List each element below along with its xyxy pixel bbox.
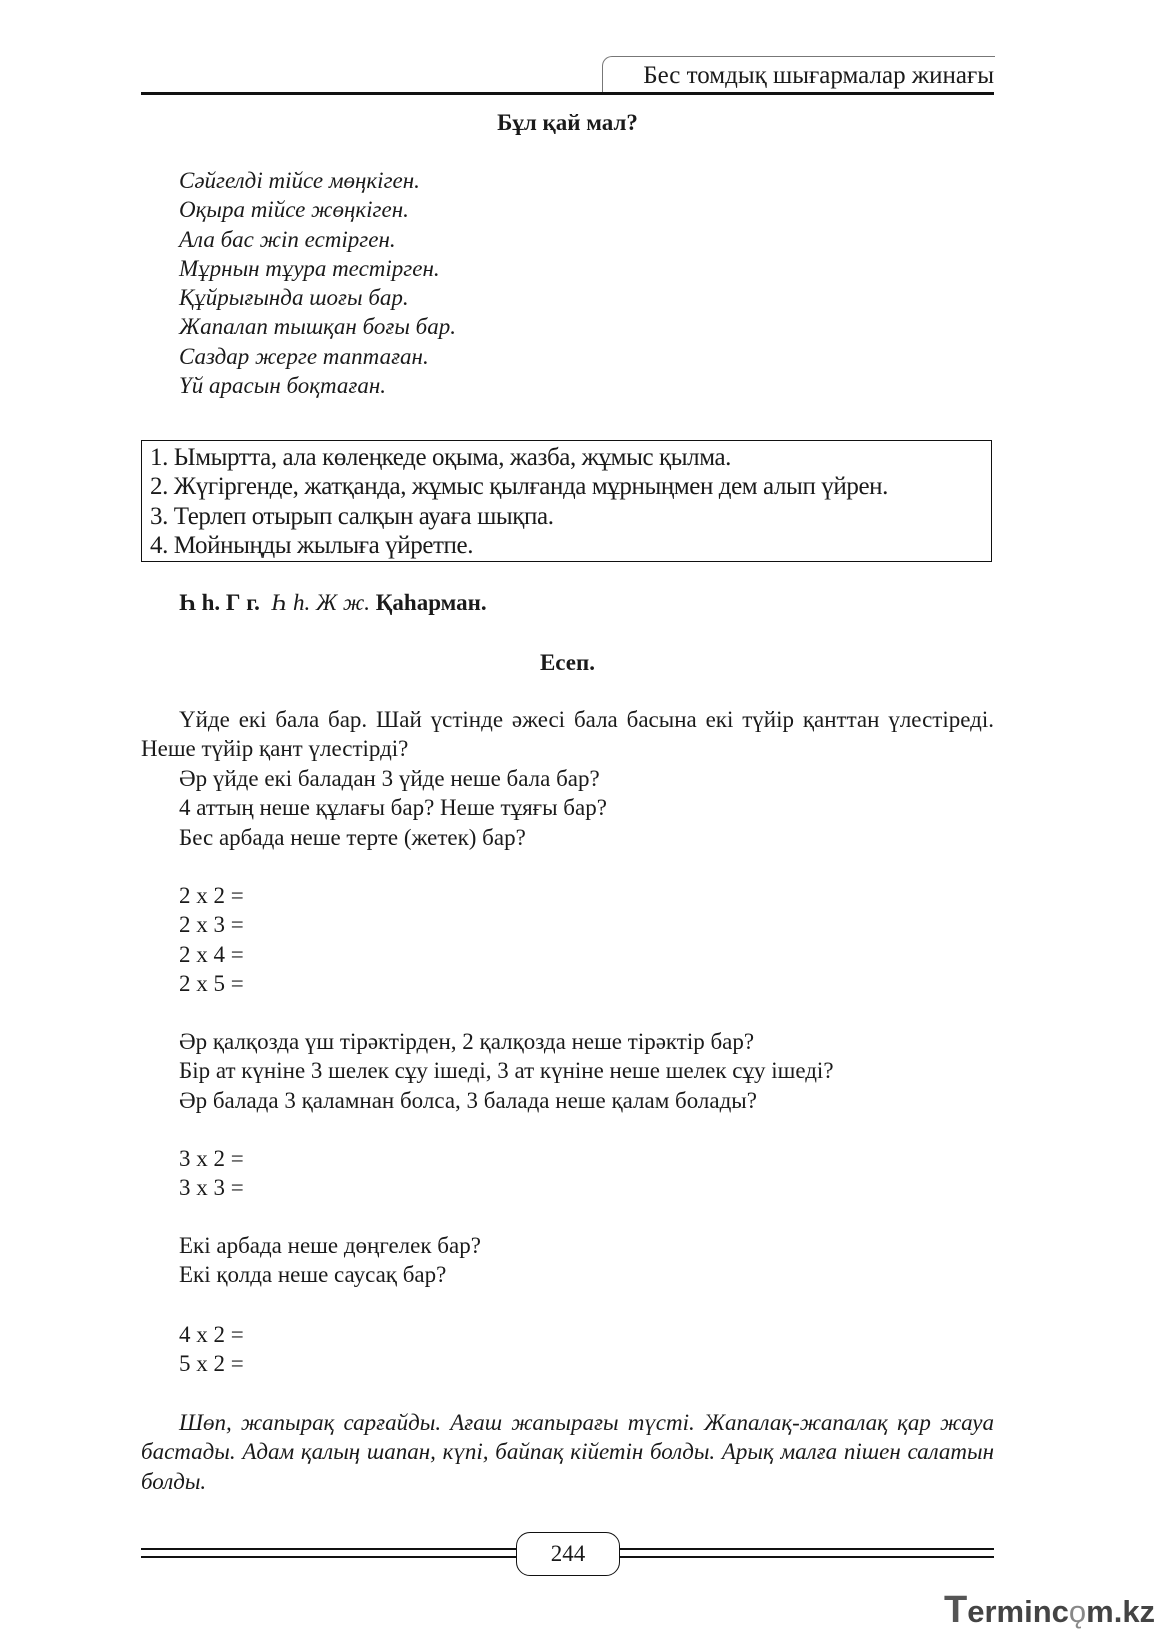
- magnifier-icon: ǫ: [1068, 1594, 1087, 1629]
- rule-item: 1. Ымыртта, ала көлеңкеде оқыма, жазба, жұмыс қылма.: [150, 444, 732, 471]
- riddle-poem: [179, 166, 456, 400]
- italic-letters: Һ һ. Ж ж.: [271, 590, 370, 615]
- footer-rule-right-bottom: [620, 1556, 994, 1558]
- alphabet-line: [179, 588, 487, 618]
- footer-rule-left-bottom: [141, 1556, 516, 1558]
- poem-line: Сәйгелді тійсе мөңкіген.: [179, 168, 420, 193]
- equations-3: [179, 1320, 244, 1379]
- question-line: Әр балада 3 қаламнан болса, 3 балада неше қалам болады?: [179, 1087, 757, 1113]
- question-line: Әр үйде екі баладан 3 үйде неше бала бар?: [179, 766, 600, 791]
- equation: 2 х 2 =: [179, 883, 244, 908]
- header-rule: [141, 92, 994, 95]
- rules-box: [141, 440, 992, 562]
- poem-line: Ала бас жіп естірген.: [179, 226, 396, 252]
- equation: 3 х 3 =: [179, 1175, 244, 1201]
- running-header: Бес томдық шығармалар жинағы: [643, 62, 994, 89]
- riddle-title: Бұл қай мал?: [497, 110, 638, 135]
- question-line: Бес арбада неше терте (жетек) бар?: [179, 824, 526, 850]
- poem-line: Мұрнын тұура тестірген.: [179, 255, 440, 281]
- rule-item: 3. Терлеп отырып салқын ауаға шықпа.: [150, 502, 554, 530]
- equation: 5 х 2 =: [179, 1351, 244, 1377]
- question-line: 4 аттың неше құлағы бар? Неше тұяғы бар?: [179, 795, 607, 821]
- esep-title: Есеп.: [539, 650, 596, 675]
- esep-questions-3: [179, 1231, 481, 1290]
- esep-questions-1: [179, 764, 607, 852]
- equations-1: [179, 881, 244, 998]
- equations-2: [179, 1144, 244, 1203]
- footer-rule-left-top: [141, 1548, 516, 1550]
- equation: 4 х 2 =: [179, 1322, 244, 1347]
- equation: 2 х 5 =: [179, 970, 244, 996]
- question-line: Әр қалқозда үш тірәктірден, 2 қалқозда неше тірәктір бар?: [179, 1029, 755, 1054]
- watermark-logo: Termincǫm.kz: [944, 1589, 1156, 1631]
- question-line: Бір ат күніне 3 шелек сұу ішеді, 3 ат күніне неше шелек сұу ішеді?: [179, 1058, 834, 1084]
- poem-line: Жапалап тышқан боғы бар.: [179, 314, 456, 340]
- equation: 2 х 3 =: [179, 912, 244, 938]
- footer-rule-right-top: [620, 1548, 994, 1550]
- question-line: Екі арбада неше дөңгелек бар?: [179, 1233, 481, 1258]
- poem-line: Оқыра тійсе жөңкіген.: [179, 197, 409, 223]
- equation: 3 х 2 =: [179, 1146, 244, 1171]
- bold-letters: Һ һ. Г г.: [179, 590, 260, 615]
- closing-paragraph: Шөп, жапырақ сарғайды. Ағаш жапырағы түсті. Жапалақ-жапалақ қар жауа бастады. Адам қалың шапан, күпі, байпақ кійетін болды. Арық малға пішен салатын болды.: [141, 1410, 994, 1494]
- question-line: Екі қолда неше саусақ бар?: [179, 1262, 447, 1288]
- equation: 2 х 4 =: [179, 941, 244, 967]
- esep-intro: Үйде екі бала бар. Шай үстінде әжесі бала басына екі түйір қанттан үлестіреді. Неше түйір қант үлестірді?: [141, 707, 994, 762]
- rule-item: 4. Мойныңды жылыға үйретпе.: [150, 531, 474, 559]
- alphabet-word: Қаһарман.: [375, 590, 487, 615]
- poem-line: Құйрығында шоғы бар.: [179, 285, 409, 311]
- page-number: 244: [516, 1532, 620, 1576]
- esep-questions-2: [179, 1027, 834, 1115]
- poem-line: Үй арасын боқтаған.: [179, 373, 387, 399]
- rule-item: 2. Жүгіргенде, жатқанда, жұмыс қылғанда мұрныңмен дем алып үйрен.: [150, 473, 888, 501]
- poem-line: Саздар жерге таптаған.: [179, 343, 429, 369]
